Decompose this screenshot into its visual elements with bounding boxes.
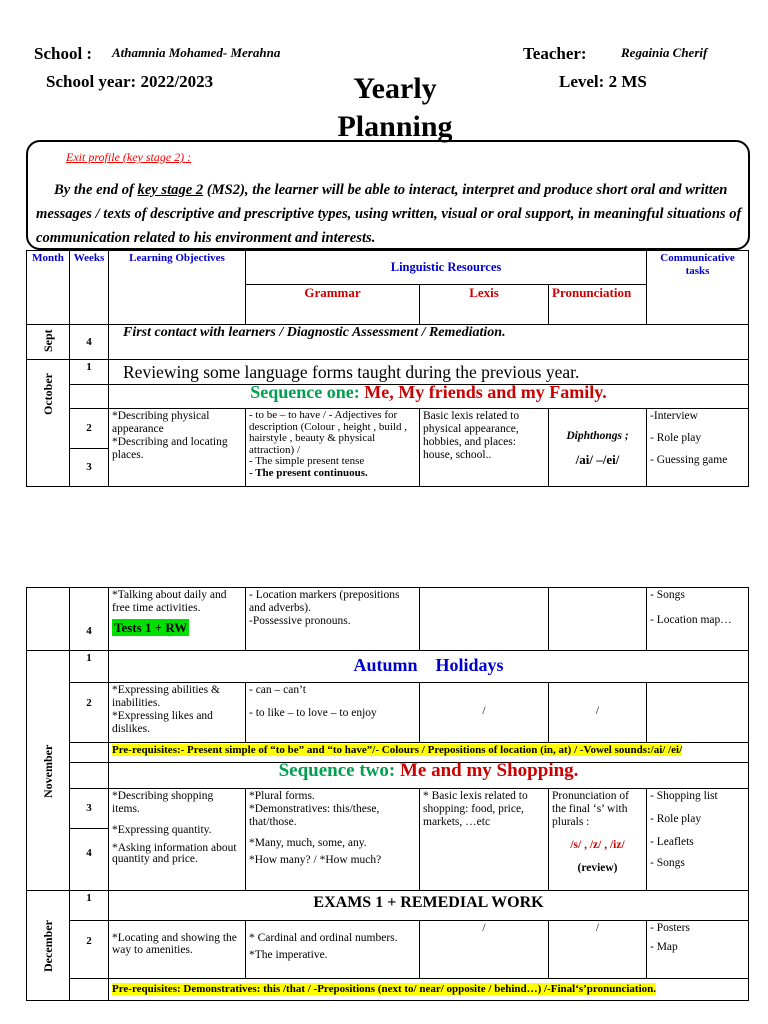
week-cell: 2	[70, 921, 109, 979]
school-label: School :	[34, 44, 93, 63]
pronunciation-row-d: /	[549, 921, 647, 979]
exams-row: EXAMS 1 + REMEDIAL WORK	[109, 891, 749, 921]
prerequisites-2: Pre-requisites: Demonstratives: this /that / -Prepositions (next to/ near/ opposite / behind…) /-Final‘s’pronunciation.	[112, 983, 656, 995]
page-title-line2: Planning	[337, 110, 453, 143]
page-title-line1: Yearly	[353, 72, 437, 105]
week-cell: 4	[70, 588, 109, 651]
col-month: Month	[27, 251, 70, 325]
grammar-seq1: - to be – to have / - Adjectives for description (Colour , height , build , hairstyle , beauty & physical attraction) / - The simple present tense - The present continuous.	[246, 409, 420, 487]
col-tasks: Communicative tasks	[647, 251, 749, 325]
col-pronunciation: Pronunciation	[549, 285, 647, 325]
col-lexis: Lexis	[420, 285, 549, 325]
lexis-seq1: Basic lexis related to physical appearance, hobbies, and places: house, school..	[420, 409, 549, 487]
grammar-row-d: * Cardinal and ordinal numbers. *The imperative.	[246, 921, 420, 979]
tasks-seq1: -Interview - Role play - Guessing game	[647, 409, 749, 487]
week-cell: 1	[70, 891, 109, 921]
grammar-seq2: *Plural forms. *Demonstratives: this/these, that/those. *Many, much, some, any. *How many? / *How much?	[246, 789, 420, 891]
exit-profile-heading: Exit profile (key stage 2) :	[66, 150, 192, 164]
objectives-row-a: *Talking about daily and free time activities. Tests 1 + RW	[109, 588, 246, 651]
sept-activity: First contact with learners / Diagnostic Assessment / Remediation.	[109, 325, 749, 360]
week-cell: 4	[70, 325, 109, 360]
week-cell: 1	[70, 651, 109, 683]
tests-badge: Tests 1 + RW	[114, 620, 188, 635]
week-cell: 2	[70, 409, 109, 449]
grammar-row-b: - can – can’t - to like – to love – to enjoy	[246, 683, 420, 743]
objectives-row-d: *Locating and showing the way to amenities.	[109, 921, 246, 979]
objectives-seq2: *Describing shopping items. *Expressing quantity. *Asking information about quantity and price.	[109, 789, 246, 891]
lexis-row-d: /	[420, 921, 549, 979]
month-december: December	[40, 919, 55, 972]
pronunciation-seq1: Diphthongs ; /ai/ –/ei/	[549, 409, 647, 487]
week-cell: 4	[70, 829, 109, 891]
teacher-label: Teacher:	[523, 44, 587, 63]
teacher-value: Regainia Cherif	[621, 45, 708, 60]
col-linguistic: Linguistic Resources	[246, 251, 647, 285]
planning-table-top	[26, 250, 749, 487]
level: Level: 2 MS	[559, 72, 647, 91]
exit-profile-box	[26, 140, 750, 250]
review-row: Reviewing some language forms taught during the previous year.	[109, 360, 749, 385]
pronunciation-row-b: /	[549, 683, 647, 743]
week-cell: 2	[70, 683, 109, 743]
sequence-one-title: Sequence one: Me, My friends and my Family.	[109, 385, 749, 409]
exit-profile-text: By the end of key stage 2 (MS2), the learner will be able to interact, interpret and produce short oral and written messages / texts of descriptive and prescriptive types, using written, visual or oral support, in meaningful situations of communication related to his environment and interests.	[36, 182, 742, 246]
lexis-seq2: * Basic lexis related to shopping: food, price, markets, …etc	[420, 789, 549, 891]
planning-table-bottom	[26, 587, 749, 1001]
prerequisites-1: Pre-requisites:- Present simple of “to be” and “to have”/- Colours / Prepositions of location (in, at) / -Vowel sounds:/ai/ /ei/	[112, 744, 683, 756]
col-objectives: Learning Objectives	[109, 251, 246, 325]
tasks-row-a: - Songs - Location map…	[647, 588, 749, 651]
grammar-row-a: - Location markers (prepositions and adverbs). -Possessive pronouns.	[246, 588, 420, 651]
objectives-seq1: *Describing physical appearance *Describing and locating places.	[109, 409, 246, 487]
col-weeks: Weeks	[70, 251, 109, 325]
week-cell: 3	[70, 789, 109, 829]
sequence-two-title: Sequence two: Me and my Shopping.	[109, 763, 749, 789]
tasks-row-d: - Posters - Map	[647, 921, 749, 979]
month-sept: Sept	[40, 329, 55, 353]
school-year: School year: 2022/2023	[46, 72, 214, 91]
lexis-row-b: /	[420, 683, 549, 743]
week-cell: 3	[70, 449, 109, 487]
month-october: October	[40, 373, 55, 415]
autumn-holidays: Autumn Holidays	[109, 651, 749, 683]
tasks-seq2: - Shopping list - Role play - Leaflets - Songs	[647, 789, 749, 891]
school-value: Athamnia Mohamed- Merahna	[112, 45, 281, 60]
week-cell: 1	[70, 360, 109, 385]
col-grammar: Grammar	[246, 285, 420, 325]
objectives-row-b: *Expressing abilities & inabilities. *Expressing likes and dislikes.	[109, 683, 246, 743]
month-november: November	[40, 743, 55, 798]
pronunciation-seq2: Pronunciation of the final ‘s’ with plurals : /s/ , /z/ , /iz/ (review)	[549, 789, 647, 891]
